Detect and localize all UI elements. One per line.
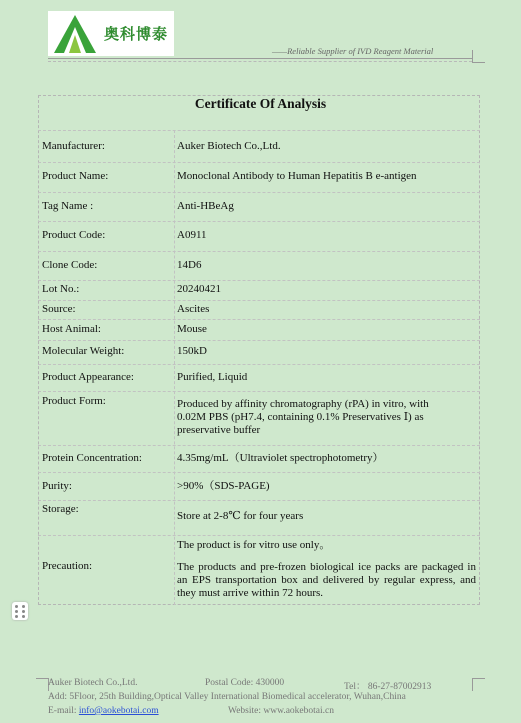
host-animal-label: Host Animal: [42, 323, 101, 335]
protein-concentration-value: 4.35mg/mL（Ultraviolet spectrophotometry） [177, 452, 384, 464]
footer-email-link[interactable]: info@aokebotai.com [78, 706, 159, 716]
page-corner-mark [472, 50, 485, 63]
product-appearance-label: Product Appearance: [42, 371, 134, 383]
product-form-label: Product Form: [42, 395, 106, 407]
footer-email-row [48, 706, 159, 716]
molecular-weight-label: Molecular Weight: [42, 345, 125, 357]
table-row-divider [38, 251, 480, 252]
molecular-weight-value: 150kD [177, 345, 207, 357]
header-divider-dashed [48, 61, 472, 62]
footer-company: Auker Biotech Co.,Ltd. [48, 678, 138, 688]
company-logo [48, 11, 174, 56]
header-divider [48, 58, 472, 59]
host-animal-value: Mouse [177, 323, 207, 335]
footer-address: Add: 5Floor, 25th Building,Optical Valley International Biomedical accelerator, Wuhan,China [48, 692, 406, 702]
drag-handle-icon[interactable] [12, 602, 28, 620]
product-appearance-value: Purified, Liquid [177, 371, 248, 383]
precaution-label: Precaution: [42, 560, 93, 572]
lot-number-value: 20240421 [177, 283, 221, 295]
tag-name-label: Tag Name : [42, 200, 94, 212]
storage-value: Store at 2-8℃ for four years [177, 510, 304, 522]
header-tagline: ——Reliable Supplier of IVD Reagent Material [272, 46, 434, 56]
tag-name-value: Anti-HBeAg [177, 200, 234, 212]
page-corner-mark [472, 678, 485, 691]
document-title: Certificate Of Analysis [194, 96, 327, 111]
footer-tel: Tel： 86-27-87002913 [344, 682, 432, 692]
footer-email-label: E-mail: [48, 706, 77, 716]
table-row-divider [38, 500, 480, 501]
table-row-divider [38, 535, 480, 536]
table-row-divider [38, 221, 480, 222]
product-code-value: A0911 [177, 229, 207, 241]
clone-code-value: 14D6 [177, 259, 202, 271]
product-name-value: Monoclonal Antibody to Human Hepatitis B e-antigen [177, 170, 417, 182]
table-row-divider [38, 340, 480, 341]
manufacturer-label: Manufacturer: [42, 140, 105, 152]
logo-triangle-icon [52, 13, 98, 55]
lot-number-label: Lot No.: [42, 283, 80, 295]
protein-concentration-label: Protein Concentration: [42, 452, 142, 464]
footer-postal: Postal Code: 430000 [205, 678, 285, 688]
purity-label: Purity: [42, 480, 72, 492]
table-row-divider [38, 162, 480, 163]
clone-code-label: Clone Code: [42, 259, 98, 271]
product-code-label: Product Code: [42, 229, 106, 241]
source-label: Source: [42, 303, 76, 315]
table-row-divider [38, 192, 480, 193]
table-row-divider [38, 280, 480, 281]
table-row-divider [38, 300, 480, 301]
storage-label: Storage: [42, 503, 79, 515]
table-row-divider [38, 472, 480, 473]
precaution-value-line1: The product is for vitro use only。 [177, 539, 331, 551]
table-row-divider [38, 319, 480, 320]
product-form-value: Produced by affinity chromatography (rPA) in vitro, with 0.02M PBS (pH7.4, containing 0.1% Preservatives Ⅰ) as preservative buffer [177, 398, 429, 436]
product-name-label: Product Name: [42, 170, 109, 182]
purity-value: >90%（SDS-PAGE) [177, 480, 270, 492]
logo-text: 奥科博泰 [104, 25, 169, 43]
table-row-divider [38, 445, 480, 446]
table-row-divider [38, 364, 480, 365]
manufacturer-value: Auker Biotech Co.,Ltd. [177, 140, 281, 152]
table-row-divider [38, 130, 480, 131]
table-row-divider [38, 391, 480, 392]
footer-website: Website: www.aokebotai.cn [228, 706, 334, 716]
table-column-divider [174, 130, 175, 605]
precaution-value-detail: The products and pre-frozen biological ice packs are packaged in an EPS transportation box and delivered by regular express, and they must arrive within 72 hours. [177, 561, 476, 599]
source-value: Ascites [177, 303, 210, 315]
